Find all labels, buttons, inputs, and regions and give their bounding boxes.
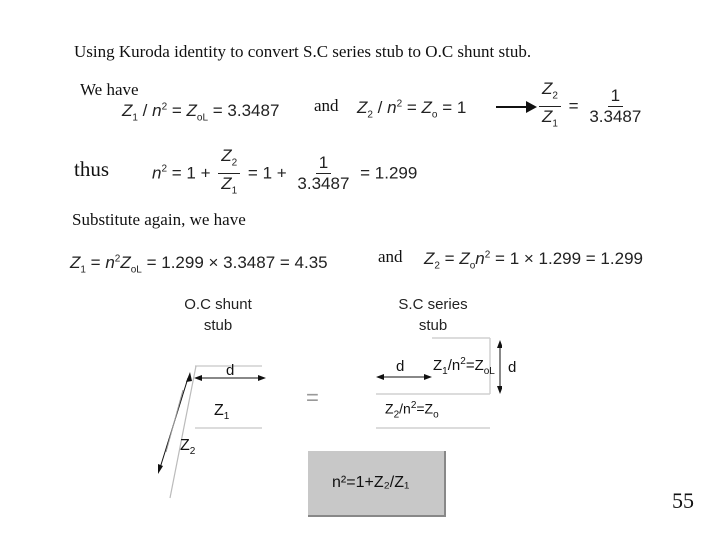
and-label-1: and — [314, 96, 339, 115]
z1-value: 1.299 × 3.3487 = 4.35 — [161, 253, 328, 272]
page-number: 55 — [672, 488, 694, 513]
oc-shunt-stub-diagram — [150, 360, 275, 505]
equals-sign: = — [306, 385, 319, 410]
thus-denominator: 3.3487 — [297, 174, 350, 194]
eq2-value: 1 — [456, 98, 467, 117]
z1-label: $Z_1$ — [214, 402, 230, 423]
formula-box-text: n²=1+Z₂/Z₁ — [332, 474, 410, 491]
z2-value: 1 × 1.299 = 1.299 — [509, 249, 643, 268]
sc-series-stub-label: S.C series stub — [398, 296, 468, 334]
equation-ratio: $\frac{Z_2}{Z_1}$ = $\frac{1}{3.3487}$ — [536, 80, 647, 134]
thus-result: 1.299 — [374, 163, 418, 183]
substitute-label: Substitute again, we have — [72, 210, 246, 229]
thus-one: 1 — [186, 163, 196, 183]
slide-title: Using Kuroda identity to convert S.C series stub to O.C shunt stub. — [74, 42, 532, 61]
equation-z2-value: $Z_2 = Z_on^2 = 1 \times 1.299 = 1.299$ — [424, 249, 643, 272]
equation-z1-value: $Z_1 = n^2Z_{oL} = 1.299 \times 3.3487 = 4.35$ — [70, 253, 328, 276]
d-label-right: d — [396, 358, 405, 375]
d-label-vertical: d — [508, 359, 517, 376]
oc-shunt-stub-label: O.C shunt stub — [184, 296, 252, 334]
and-label-2: and — [378, 247, 403, 266]
equation-n2: $n^2 = 1$ + $\frac{Z_2}{Z_1}$ = 1 + $\frac{1}{3.3487}$ = 1.299 — [152, 146, 418, 197]
z2-over-n2-label: $Z_2/n^2=Z_o$ — [385, 400, 439, 421]
ratio-denominator: 3.3487 — [589, 107, 642, 127]
d-label-left: d — [226, 362, 235, 379]
z1-over-n2-label: $Z_1/n^2=Z_{oL}$ — [433, 356, 495, 377]
equation-z2-over-n2: $Z_2 / n^2 = Z_o = 1$ — [357, 98, 467, 121]
eq1-value: 3.3487 — [227, 101, 280, 120]
right-arrow-icon — [496, 96, 538, 118]
thus-plus: 1 — [262, 163, 273, 183]
thus-label: thus — [74, 157, 110, 181]
we-have-label: We have — [80, 80, 139, 99]
z2-label: $Z_2$ — [180, 437, 196, 458]
ratio-numerator: 1 — [608, 87, 623, 107]
equation-z1-over-n2: $Z_1 / n^2 = Z_{oL} = 3.3487$ — [122, 101, 280, 124]
